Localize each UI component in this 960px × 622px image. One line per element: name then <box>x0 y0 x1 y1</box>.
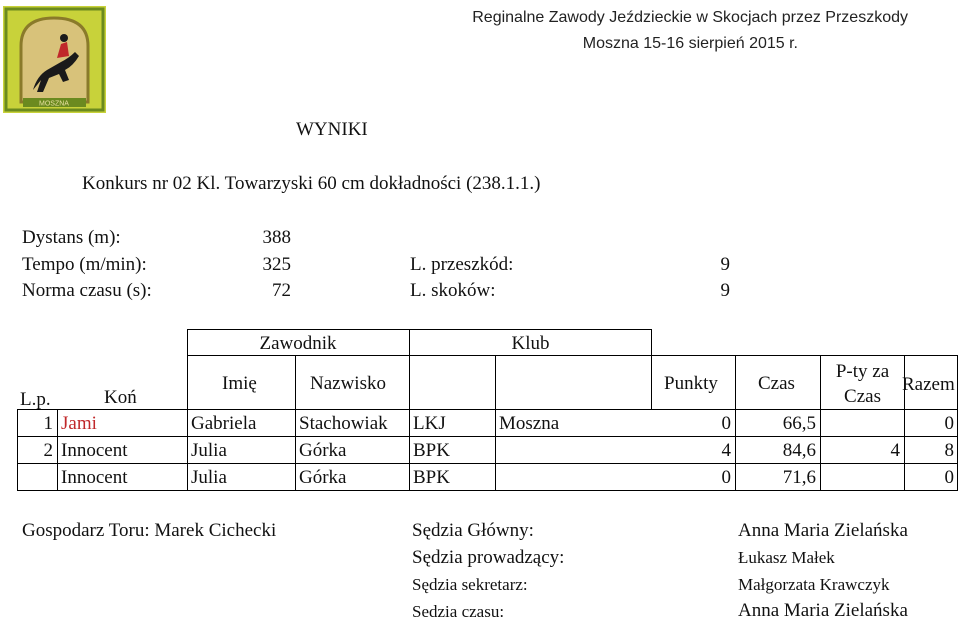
chief-judge-label: Sędzia Główny: <box>412 520 534 541</box>
cell-time: 71,6 <box>782 467 816 488</box>
jumps-value: 9 <box>720 280 730 301</box>
time-norm-value: 72 <box>272 280 291 301</box>
cell-club: Moszna <box>499 413 560 434</box>
course-designer: Gospodarz Toru: Marek Cichecki <box>22 520 277 541</box>
header-last-name: Nazwisko <box>310 373 386 394</box>
event-logo <box>3 6 106 113</box>
header-first-name: Imię <box>222 373 257 394</box>
header-horse: Koń <box>104 387 137 408</box>
cell-horse: Innocent <box>61 467 128 488</box>
cell-total: 0 <box>944 413 954 434</box>
leading-judge-name: Łukasz Małek <box>738 548 835 567</box>
cell-first-name: Julia <box>191 440 227 461</box>
header-time-penalty-line1: P-ty za <box>835 361 890 382</box>
cell-time: 66,5 <box>782 413 816 434</box>
cell-lp: 1 <box>43 413 53 434</box>
page-title: WYNIKI <box>296 119 368 140</box>
header-rider-group: Zawodnik <box>259 333 337 354</box>
tempo-label: Tempo (m/min): <box>22 254 147 275</box>
cell-club-code: BPK <box>413 440 450 461</box>
cell-total: 0 <box>944 467 954 488</box>
cell-lp: 2 <box>43 440 53 461</box>
chief-judge-name: Anna Maria Zielańska <box>738 520 908 541</box>
header-points: Punkty <box>664 373 718 394</box>
logo-text: MOSZNA <box>39 100 69 108</box>
secretary-name: Małgorzata Krawczyk <box>738 575 890 594</box>
tempo-value: 325 <box>262 254 291 275</box>
obstacles-value: 9 <box>720 254 730 275</box>
cell-points: 0 <box>721 413 731 434</box>
cell-club-code: LKJ <box>413 413 446 434</box>
cell-last-name: Stachowiak <box>299 413 388 434</box>
obstacles-label: L. przeszkód: <box>410 254 514 275</box>
timekeeper-name: Anna Maria Zielańska <box>738 600 908 621</box>
distance-value: 388 <box>262 227 291 248</box>
timekeeper-label: Sedzia czasu: <box>412 602 505 621</box>
time-norm-label: Norma czasu (s): <box>22 280 152 301</box>
leading-judge-label: Sędzia prowadzący: <box>412 547 565 568</box>
secretary-label: Sędzia sekretarz: <box>412 575 528 594</box>
header-time-penalty-line2: Czas <box>844 386 881 407</box>
header-time: Czas <box>758 373 795 394</box>
jumps-label: L. skoków: <box>410 280 496 301</box>
cell-time-penalty: 4 <box>890 440 900 461</box>
cell-points: 0 <box>721 467 731 488</box>
cell-time: 84,6 <box>782 440 816 461</box>
event-date: Moszna 15-16 sierpień 2015 r. <box>582 35 798 52</box>
cell-last-name: Górka <box>299 440 347 461</box>
cell-horse: Innocent <box>61 440 128 461</box>
cell-first-name: Julia <box>191 467 227 488</box>
cell-horse: Jami <box>61 413 97 434</box>
competition-title: Konkurs nr 02 Kl. Towarzyski 60 cm dokładności (238.1.1.) <box>82 173 541 194</box>
cell-total: 8 <box>944 440 954 461</box>
header-total: Razem <box>902 374 955 395</box>
cell-last-name: Górka <box>299 467 347 488</box>
cell-club-code: BPK <box>413 467 450 488</box>
distance-label: Dystans (m): <box>22 227 121 248</box>
cell-first-name: Gabriela <box>191 413 257 434</box>
header-club-group: Klub <box>511 333 550 354</box>
cell-points: 4 <box>721 440 731 461</box>
horse-rider-logo-icon <box>3 6 106 113</box>
header-lp: L.p. <box>20 389 51 410</box>
event-title: Reginalne Zawody Jeździeckie w Skocjach przez Przeszkody <box>472 9 908 26</box>
